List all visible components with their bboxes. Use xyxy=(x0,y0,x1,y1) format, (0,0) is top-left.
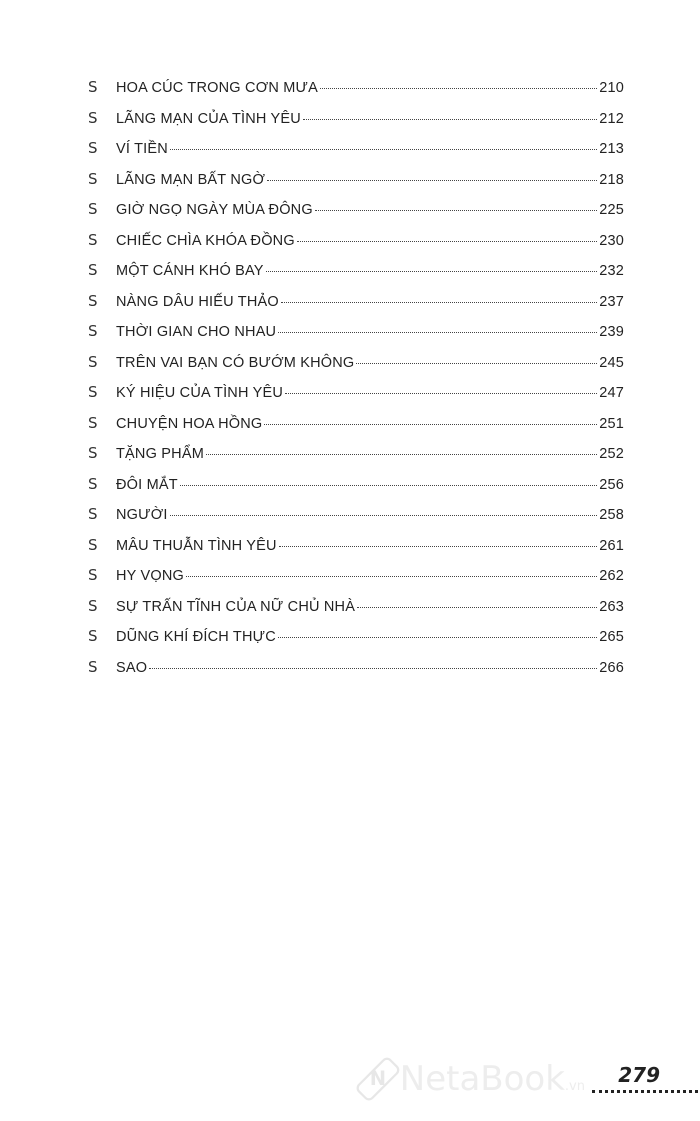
dot-leader xyxy=(297,241,597,242)
bullet-symbol: S xyxy=(88,200,98,218)
toc-entry-title: MỘT CÁNH KHÓ BAY xyxy=(116,263,264,279)
toc-entry-page: 218 xyxy=(599,171,624,188)
toc-entry[interactable] xyxy=(88,109,624,140)
dot-leader xyxy=(180,485,597,486)
bullet-symbol: S xyxy=(88,596,98,615)
toc-entry-page: 237 xyxy=(599,293,624,310)
dot-leader xyxy=(170,515,598,516)
toc-entry[interactable] xyxy=(88,261,624,292)
toc-entry-title: VÍ TIỀN xyxy=(116,141,168,157)
bullet-symbol: S xyxy=(88,383,98,401)
toc-entry[interactable] xyxy=(88,383,624,414)
toc-entry-page: 256 xyxy=(599,476,624,493)
toc-entry[interactable] xyxy=(88,505,624,536)
toc-entry[interactable] xyxy=(88,536,624,567)
toc-entry[interactable] xyxy=(88,597,624,628)
bullet-symbol: S xyxy=(88,108,98,127)
footer-dotted-rule xyxy=(592,1090,698,1093)
table-of-contents xyxy=(88,78,624,688)
page-number: 279 xyxy=(618,1063,660,1087)
bullet-symbol: S xyxy=(88,535,98,554)
dot-leader xyxy=(149,668,597,669)
dot-leader xyxy=(264,424,597,425)
toc-entry[interactable] xyxy=(88,200,624,231)
dot-leader xyxy=(285,393,597,394)
toc-entry-page: 262 xyxy=(599,568,624,584)
toc-entry[interactable] xyxy=(88,353,624,384)
toc-entry-title: CHIẾC CHÌA KHÓA ĐỒNG xyxy=(116,232,295,249)
toc-entry-title: SAO xyxy=(116,659,148,676)
dot-leader xyxy=(170,149,597,150)
bullet-symbol: S xyxy=(88,413,98,432)
toc-entry-title: TRÊN VAI BẠN CÓ BƯỚM KHÔNG xyxy=(116,354,355,371)
bullet-symbol: S xyxy=(88,139,98,157)
bullet-symbol: S xyxy=(88,169,98,188)
toc-entry-page: 239 xyxy=(599,324,624,340)
toc-entry[interactable] xyxy=(88,444,624,475)
toc-entry-page: 225 xyxy=(599,202,624,218)
dot-leader xyxy=(357,607,597,608)
toc-entry-title: CHUYỆN HOA HỒNG xyxy=(116,415,263,432)
dot-leader xyxy=(278,332,597,333)
toc-entry-title: LÃNG MẠN CỦA TÌNH YÊU xyxy=(116,110,301,127)
watermark xyxy=(364,1044,585,1114)
toc-entry-title: ĐÔI MẮT xyxy=(116,476,178,493)
bullet-symbol: S xyxy=(88,505,98,523)
toc-entry[interactable] xyxy=(88,566,624,597)
toc-entry[interactable] xyxy=(88,475,624,506)
toc-entry[interactable] xyxy=(88,414,624,445)
toc-entry-title: NGƯỜI xyxy=(116,507,168,523)
bullet-symbol: S xyxy=(88,444,98,462)
toc-entry-title: THỜI GIAN CHO NHAU xyxy=(116,324,277,340)
bullet-symbol: S xyxy=(88,474,98,493)
toc-entry-page: 261 xyxy=(599,537,624,554)
dot-leader xyxy=(315,210,597,211)
toc-entry-page: 245 xyxy=(599,354,624,371)
bullet-symbol: S xyxy=(88,322,98,340)
toc-entry-page: 251 xyxy=(599,415,624,432)
bullet-symbol: S xyxy=(88,627,98,645)
toc-entry[interactable] xyxy=(88,139,624,170)
toc-entry-title: HY VỌNG xyxy=(116,568,185,584)
toc-entry-title: SỰ TRẤN TĨNH CỦA NỮ CHỦ NHÀ xyxy=(116,598,356,615)
bullet-symbol: S xyxy=(88,657,98,676)
dot-leader xyxy=(281,302,597,303)
toc-entry-title: LÃNG MẠN BẤT NGỜ xyxy=(116,171,266,188)
bullet-symbol: S xyxy=(88,230,98,249)
toc-entry-page: 263 xyxy=(599,598,624,615)
dot-leader xyxy=(278,637,597,638)
toc-entry-page: 265 xyxy=(599,629,624,645)
toc-entry-title: DŨNG KHÍ ĐÍCH THỰC xyxy=(116,629,276,645)
toc-entry[interactable] xyxy=(88,170,624,201)
toc-entry-title: HOA CÚC TRONG CƠN MƯA xyxy=(116,80,318,96)
dot-leader xyxy=(356,363,597,364)
bullet-symbol: S xyxy=(88,291,98,310)
dot-leader xyxy=(186,576,597,577)
dot-leader xyxy=(267,180,597,181)
toc-entry[interactable] xyxy=(88,658,624,689)
toc-entry-page: 258 xyxy=(599,507,624,523)
toc-entry-title: MÂU THUẪN TÌNH YÊU xyxy=(116,537,277,554)
toc-entry[interactable] xyxy=(88,292,624,323)
dot-leader xyxy=(279,546,597,547)
dot-leader xyxy=(303,119,597,120)
toc-entry-title: TẶNG PHẨM xyxy=(116,446,204,462)
toc-entry[interactable] xyxy=(88,627,624,658)
netabook-logo-icon: N xyxy=(354,1055,402,1103)
bullet-symbol: S xyxy=(88,566,98,584)
toc-entry-title: GIỜ NGỌ NGÀY MÙA ĐÔNG xyxy=(116,202,313,218)
toc-entry-page: 247 xyxy=(599,385,624,401)
toc-entry[interactable] xyxy=(88,231,624,262)
toc-entry-page: 252 xyxy=(599,446,624,462)
toc-entry-page: 232 xyxy=(599,263,624,279)
watermark-text: NetaBook.vn xyxy=(399,1059,585,1099)
toc-entry[interactable] xyxy=(88,322,624,353)
dot-leader xyxy=(320,88,597,89)
dot-leader xyxy=(206,454,597,455)
toc-entry-title: NÀNG DÂU HIẾU THẢO xyxy=(116,293,279,310)
toc-entry-page: 230 xyxy=(599,232,624,249)
toc-entry-title: KÝ HIỆU CỦA TÌNH YÊU xyxy=(116,385,284,401)
bullet-symbol: S xyxy=(88,261,98,279)
toc-entry-page: 210 xyxy=(599,80,624,96)
toc-entry-page: 213 xyxy=(599,141,624,157)
toc-entry-page: 266 xyxy=(599,659,624,676)
bullet-symbol: S xyxy=(88,78,98,96)
dot-leader xyxy=(266,271,598,272)
bullet-symbol: S xyxy=(88,352,98,371)
toc-entry-page: 212 xyxy=(599,110,624,127)
toc-entry[interactable] xyxy=(88,78,624,109)
